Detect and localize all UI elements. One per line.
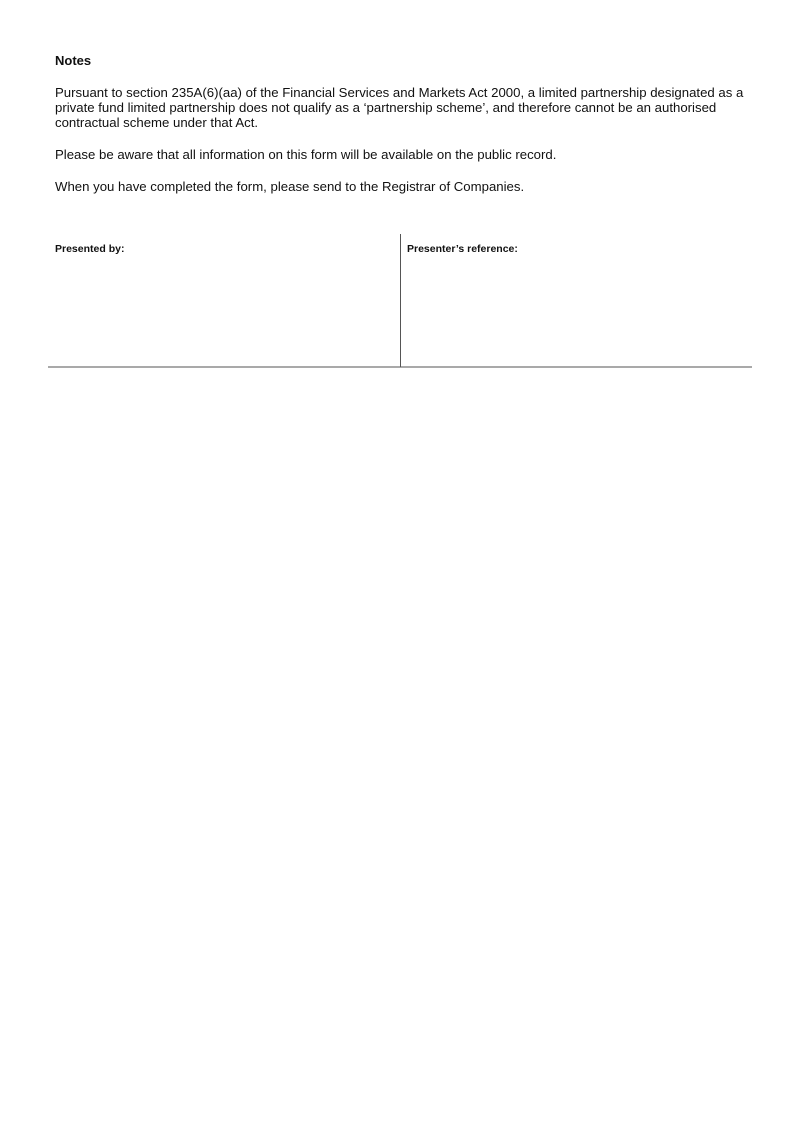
note-paragraph-public-record: Please be aware that all information on this form will be available on the public record.	[55, 147, 557, 162]
presented-by-label: Presented by:	[55, 243, 125, 255]
presenter-column-divider	[400, 234, 401, 367]
presenter-reference-label: Presenter’s reference:	[407, 243, 518, 255]
presented-by-field[interactable]	[55, 258, 393, 358]
note-paragraph-fsma: Pursuant to section 235A(6)(aa) of the Financial Services and Markets Act 2000, a limited partnership designated as a private fund limited partnership does not qualify as a ‘partnership scheme’, and therefore cannot be an authorised contractual scheme under that Act.	[55, 85, 744, 130]
note-paragraph-send-registrar: When you have completed the form, please send to the Registrar of Companies.	[55, 179, 525, 194]
presenter-reference-field[interactable]	[407, 258, 745, 358]
notes-heading: Notes	[55, 53, 92, 68]
presenter-details-box	[48, 234, 752, 368]
